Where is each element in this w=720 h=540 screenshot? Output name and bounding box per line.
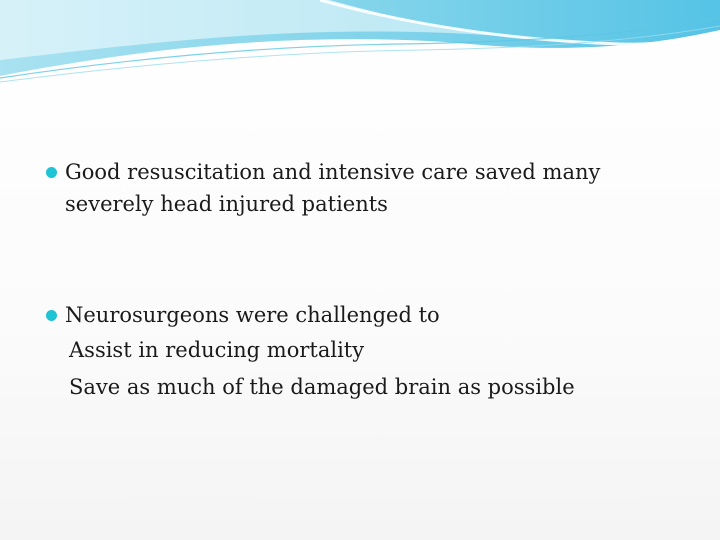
bullet-text: Neurosurgeons were challenged to <box>65 303 440 327</box>
bullet-point-icon <box>46 167 57 178</box>
bullet-point-icon <box>46 310 57 321</box>
sub-item-1: Assist in reducing mortality <box>69 338 365 362</box>
sub-item-2: Save as much of the damaged brain as possible <box>69 375 575 399</box>
bullet-item-2 <box>44 299 684 331</box>
header-wave-decoration <box>0 0 720 90</box>
bullet-item-1 <box>44 156 684 220</box>
slide-body <box>44 156 684 406</box>
bullet-text: Good resuscitation and intensive care saved many severely head injured patients <box>65 160 601 216</box>
